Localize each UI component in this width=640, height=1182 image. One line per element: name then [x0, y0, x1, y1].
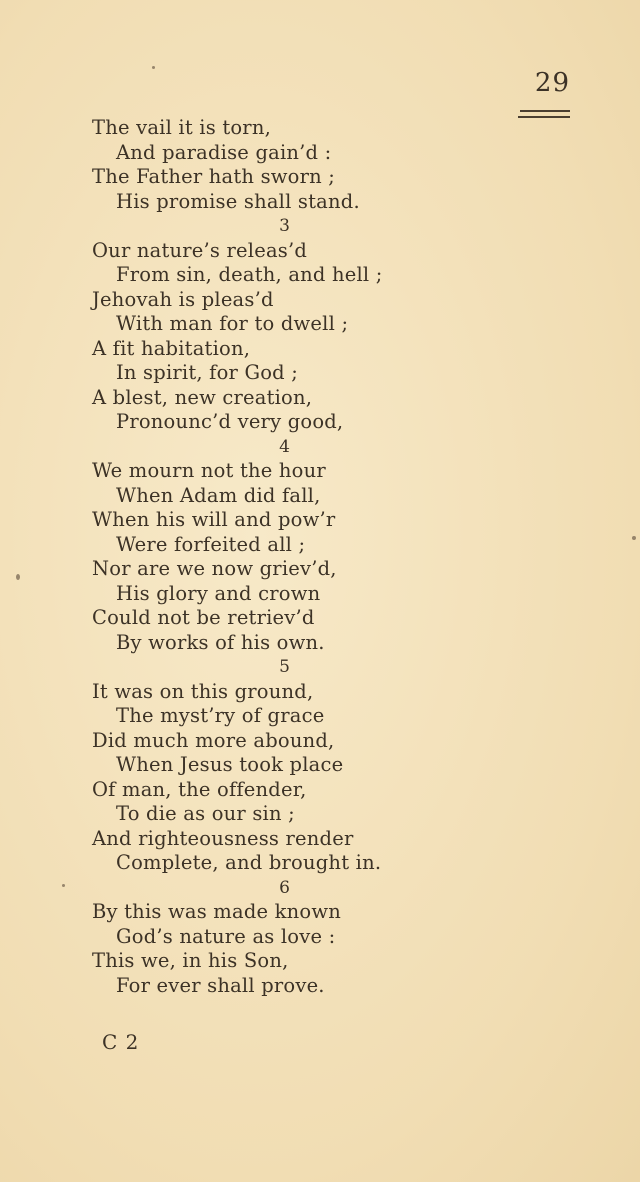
verse-line: This we, in his Son,	[92, 949, 289, 972]
verse-line: When Adam did fall,	[116, 483, 321, 507]
header-rule	[520, 110, 570, 112]
verse-line: A fit habitation,	[92, 336, 251, 360]
verse-line: With man for to dwell ;	[116, 312, 349, 335]
page-number: 29	[534, 68, 570, 98]
verse-6	[92, 876, 422, 999]
verse-line: Nor are we now griev’d,	[92, 557, 337, 580]
verse-4	[92, 435, 422, 656]
verse-line: Complete, and brought in.	[116, 851, 382, 874]
header-rule	[518, 116, 570, 118]
ink-speck	[152, 66, 155, 69]
verse-number: 5	[279, 657, 290, 677]
verse-line: Could not be retriev’d	[92, 606, 315, 629]
verse-line: The vail it is torn,	[92, 116, 271, 139]
verse-line: For ever shall prove.	[116, 973, 325, 997]
verse-line: And righteousness render	[92, 826, 354, 850]
verse-5	[92, 655, 422, 876]
verse-line: God’s nature as love :	[116, 924, 336, 948]
verse-line: And paradise gain’d :	[116, 140, 332, 164]
verse-line: Of man, the offender,	[92, 777, 307, 801]
verse-line: In spirit, for God ;	[116, 361, 299, 384]
signature-mark: C 2	[102, 1030, 140, 1054]
verse-line: By works of his own.	[116, 630, 325, 654]
verse-number: 4	[279, 436, 290, 457]
verse-continued	[92, 116, 422, 214]
verse-line: The Father hath sworn ;	[92, 165, 336, 188]
verse-line: We mourn not the hour	[92, 459, 326, 482]
ink-speck	[632, 536, 636, 540]
verse-line: Jehovah is pleas’d	[92, 287, 274, 311]
verse-line: To die as our sin ;	[116, 802, 295, 825]
verse-number: 3	[279, 216, 290, 236]
verse-line: His promise shall stand.	[116, 189, 360, 213]
verse-line: A blest, new creation,	[92, 385, 313, 409]
verse-line: Were forfeited all ;	[116, 532, 306, 556]
ink-speck	[16, 574, 20, 580]
verse-3	[92, 214, 422, 435]
verse-line: Did much more abound,	[92, 728, 335, 752]
hymn-text	[92, 116, 422, 998]
verse-line: From sin, death, and hell ;	[116, 263, 383, 286]
verse-line: His glory and crown	[116, 581, 321, 605]
verse-line: Pronounc’d very good,	[116, 410, 344, 433]
verse-line: Our nature’s releas’d	[92, 238, 308, 262]
verse-line: When his will and pow’r	[92, 508, 336, 531]
verse-line: By this was made known	[92, 900, 342, 923]
verse-line: It was on this ground,	[92, 679, 314, 703]
verse-line: When Jesus took place	[116, 753, 344, 776]
verse-number: 6	[279, 877, 290, 898]
ink-speck	[62, 884, 65, 887]
verse-line: The myst’ry of grace	[116, 704, 325, 727]
